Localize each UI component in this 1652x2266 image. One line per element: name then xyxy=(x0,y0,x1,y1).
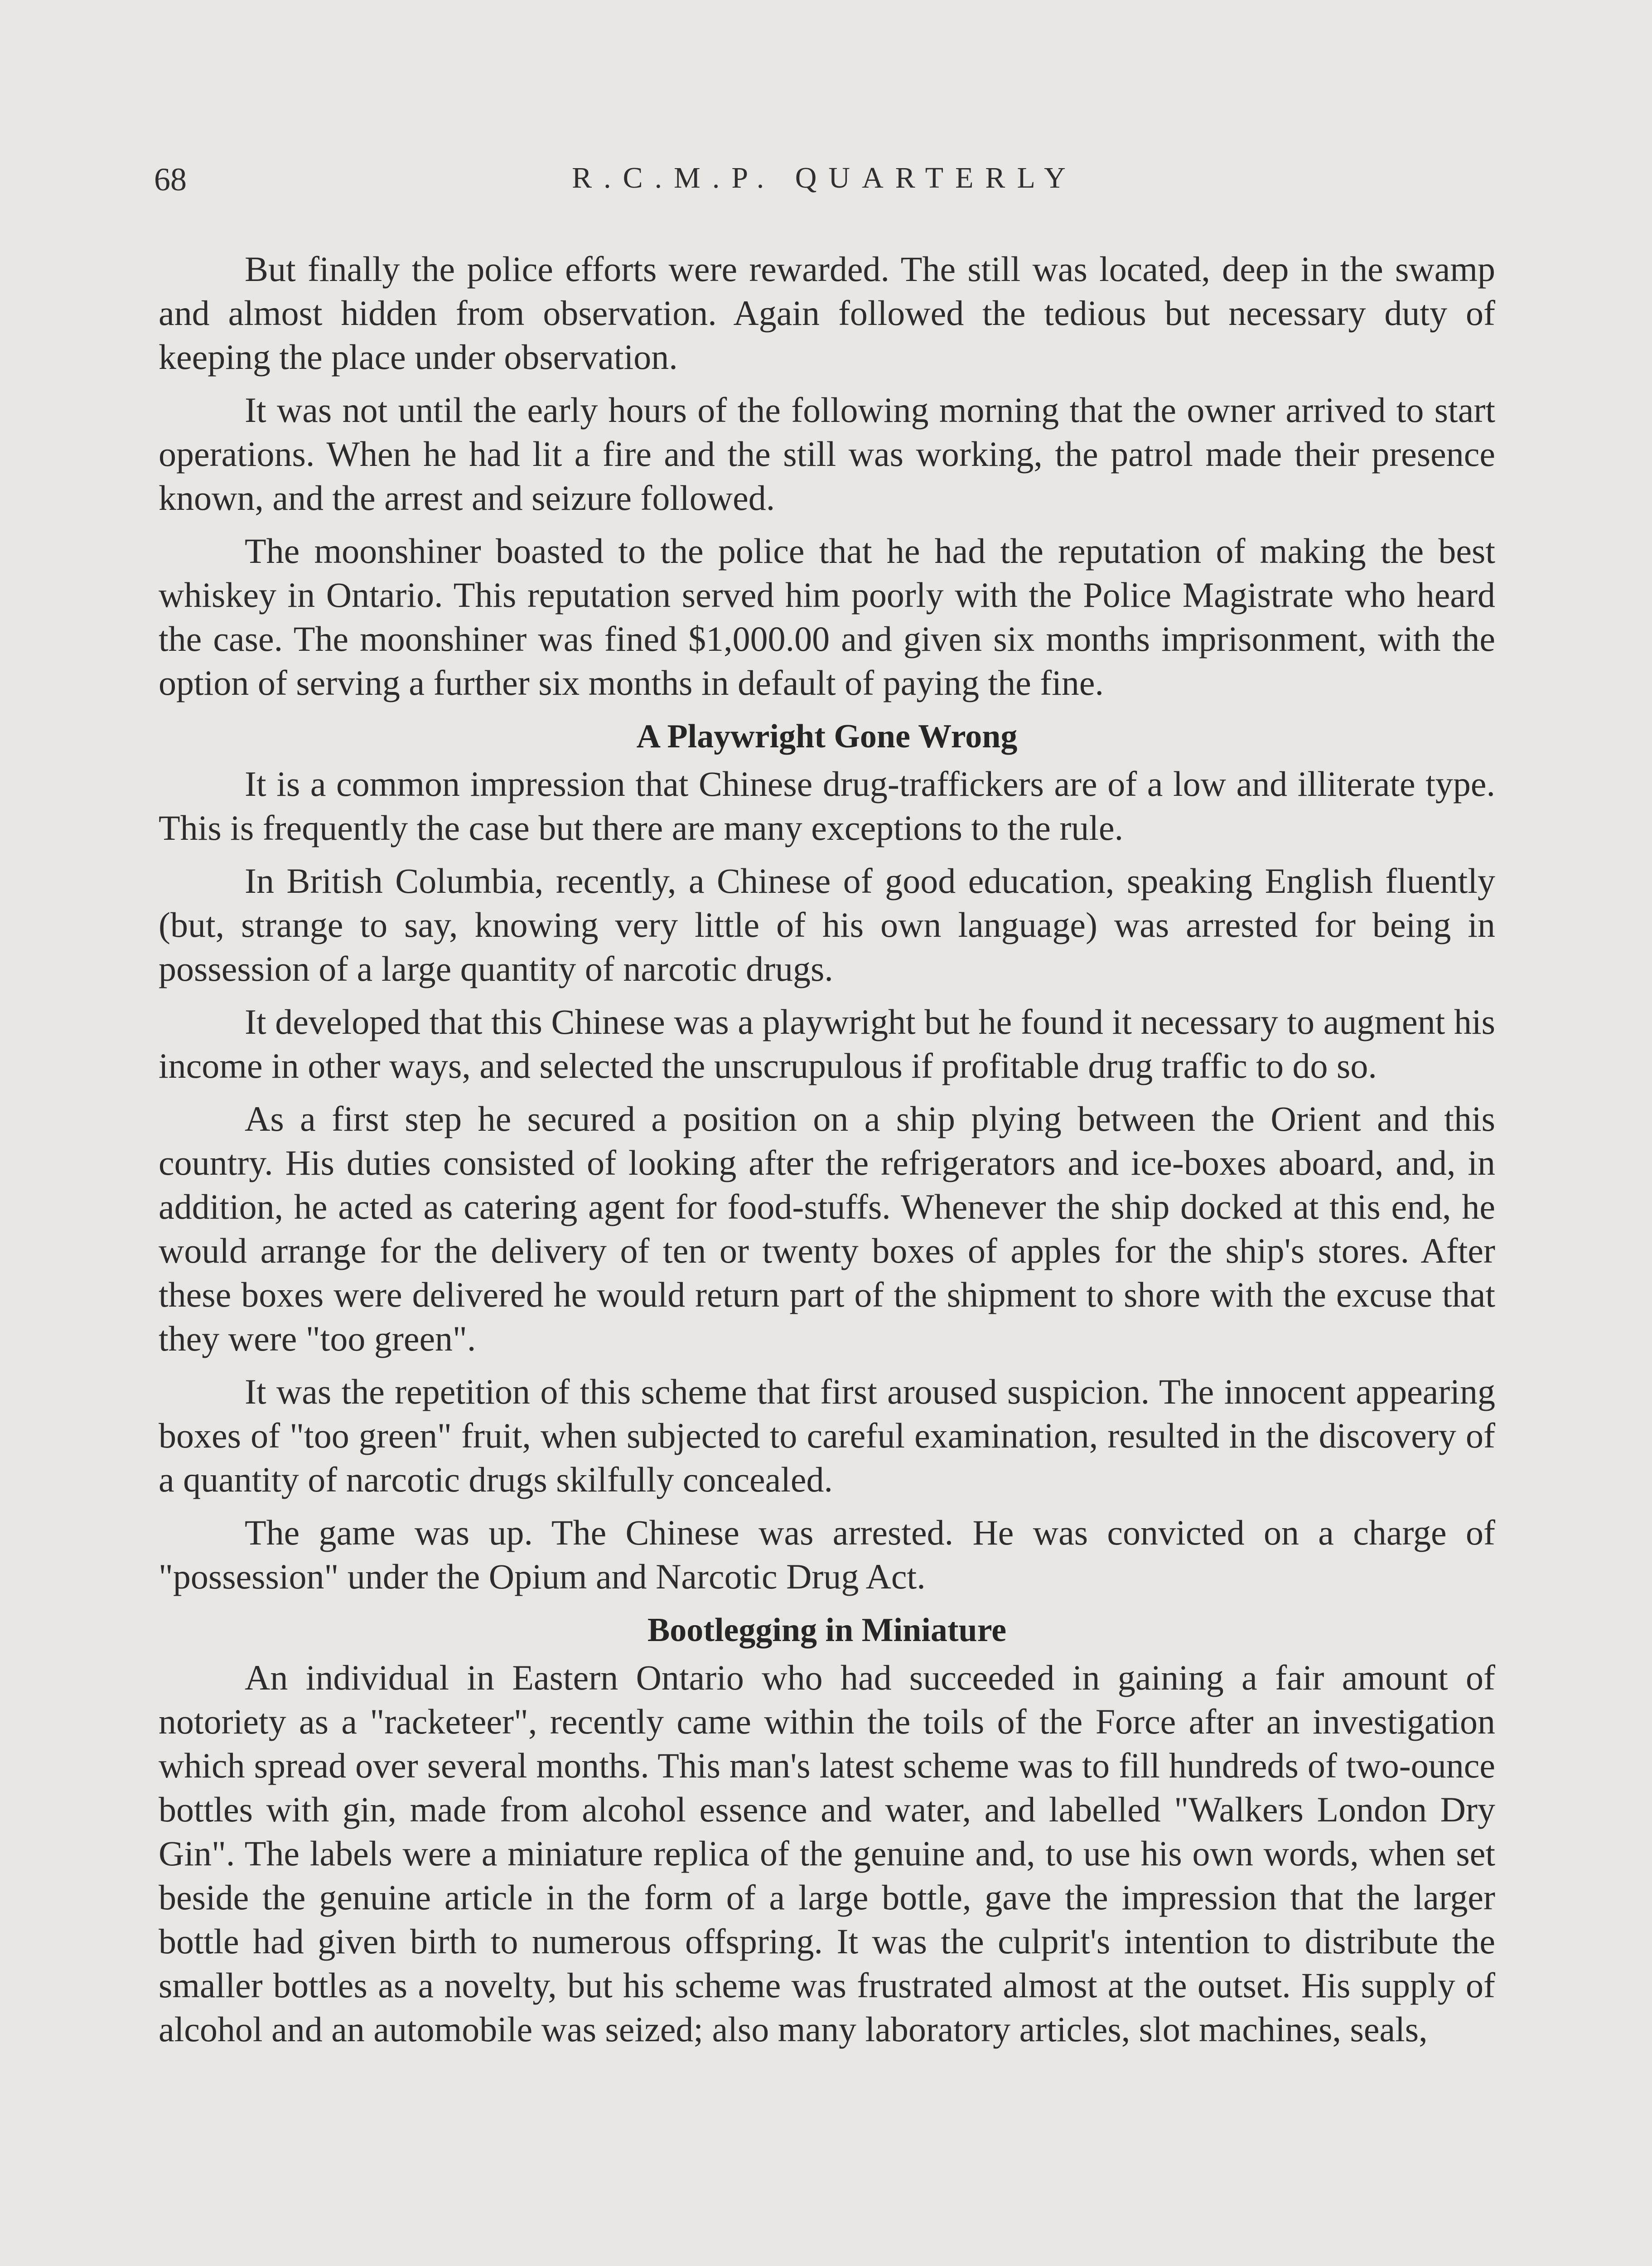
paragraph: An individual in Eastern Ontario who had succeeded in gaining a fair amount of notoriety as a "racketeer", recently came within the toils of the Force after an investigation which spread over several months. This man's latest scheme was to fill hundreds of two-ounce bottles with gin, made from alcohol essence and water, and labelled "Walkers London Dry Gin". The labels were a miniature replica of the genuine and, to use his own words, when set beside the genuine article in the form of a large bottle, gave the impression that the larger bottle had given birth to numerous offspring. It was the culprit's intention to distribute the smaller bottles as a novelty, but his scheme was frustrated almost at the outset. His supply of alcohol and an automobile was seized; also many laboratory articles, slot machines, seals, xyxy=(159,1658,1495,2049)
paragraph: But finally the police efforts were rewarded. The still was located, deep in the swamp and almost hidden from observation. Again followed the tedious but necessary duty of keeping the place under observation. xyxy=(159,249,1495,377)
paragraph: It was not until the early hours of the following morning that the owner arrived to start operations. When he had lit a fire and the still was working, the patrol made their presence known, and the arrest and seizure followed. xyxy=(159,390,1495,518)
page-header xyxy=(154,161,1495,215)
page-number: 68 xyxy=(154,161,187,198)
paragraph: The game was up. The Chinese was arrested. He was convicted on a charge of "possession" under the Opium and Narcotic Drug Act. xyxy=(159,1513,1495,1596)
section-heading: Bootlegging in Miniature xyxy=(647,1612,1007,1649)
article-body xyxy=(159,247,1495,2060)
paragraph: As a first step he secured a position on a ship plying between the Orient and this country. His duties consisted of looking after the refrigerators and ice-boxes aboard, and, in addition, he acted as catering agent for food-stuffs. Whenever the ship docked at this end, he would arrange for the delivery of ten or twenty boxes of apples for the ship's stores. After these boxes were delivered he would return part of the shipment to shore with the excuse that they were "too green". xyxy=(159,1099,1495,1358)
paragraph: It is a common impression that Chinese drug-traffickers are of a low and illiterate type. This is frequently the case but there are many exceptions to the rule. xyxy=(159,764,1495,847)
section-heading: A Playwright Gone Wrong xyxy=(636,718,1018,755)
paragraph: In British Columbia, recently, a Chinese of good education, speaking English fluently (but, strange to say, knowing very little of his own language) was arrested for being in possession of a large quantity of narcotic drugs. xyxy=(159,861,1495,988)
paragraph: It developed that this Chinese was a playwright but he found it necessary to augment his income in other ways, and selected the unscrupulous if profitable drug traffic to do so. xyxy=(159,1002,1495,1085)
running-head: R.C.M.P. QUARTERLY xyxy=(572,161,1077,194)
paragraph: It was the repetition of this scheme that first aroused suspicion. The innocent appearing boxes of "too green" fruit, when subjected to careful examination, resulted in the discovery of a quantity of narcotic drugs skilfully concealed. xyxy=(159,1372,1495,1499)
paragraph: The moonshiner boasted to the police that he had the reputation of making the best whiskey in Ontario. This reputation served him poorly with the Police Magistrate who heard the case. The moonshiner was fined $1,000.00 and given six months imprisonment, with the option of serving a further six months in default of paying the fine. xyxy=(159,531,1495,702)
